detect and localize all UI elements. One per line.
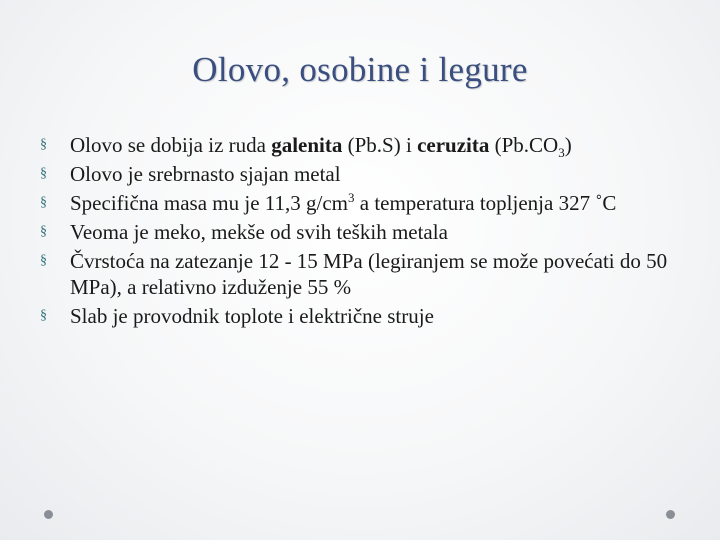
bullet-item-softness	[36, 219, 696, 245]
bullet-item-color	[36, 161, 696, 187]
bullet-text: Olovo je srebrnasto sjajan metal	[70, 162, 341, 186]
subscript: 3	[558, 145, 565, 161]
bullet-text: Čvrstoća na zatezanje 12 - 15 MPa (legiranjem se može povećati do 50 MPa), a relativno izduženje 55 %	[70, 249, 668, 299]
bullet-marker-icon: §	[40, 308, 47, 323]
decorative-dot-left	[44, 510, 53, 519]
term-galenita: galenita	[271, 133, 343, 157]
slide-title: Olovo, osobine i legure	[192, 50, 528, 89]
bullet-marker-icon: §	[40, 166, 47, 181]
bullet-item-strength	[36, 248, 696, 300]
bullet-item-density	[36, 190, 696, 216]
bullet-text: Olovo se dobija iz ruda	[70, 133, 272, 157]
bullet-item-ores	[36, 132, 696, 161]
bullet-marker-icon: §	[40, 224, 47, 239]
bullet-marker-icon: §	[40, 195, 47, 210]
bullet-text: )	[564, 133, 572, 157]
term-ceruzita: ceruzita	[417, 133, 490, 157]
superscript: 3	[347, 190, 355, 205]
bullet-item-conductivity	[36, 303, 696, 329]
bullet-text: Specifična masa mu je 11,3 g/cm	[70, 191, 348, 215]
bullet-text: a temperatura topljenja 327 ˚C	[354, 191, 617, 215]
bullet-text: (Pb.S) i	[342, 133, 418, 157]
bullet-list	[36, 132, 696, 332]
bullet-marker-icon: §	[40, 253, 47, 268]
bullet-marker-icon: §	[40, 137, 47, 152]
decorative-dot-right	[666, 510, 675, 519]
bullet-text: (Pb.CO	[489, 133, 559, 157]
bullet-text: Veoma je meko, mekše od svih teških metala	[70, 220, 448, 244]
bullet-text: Slab je provodnik toplote i električne struje	[70, 304, 434, 328]
